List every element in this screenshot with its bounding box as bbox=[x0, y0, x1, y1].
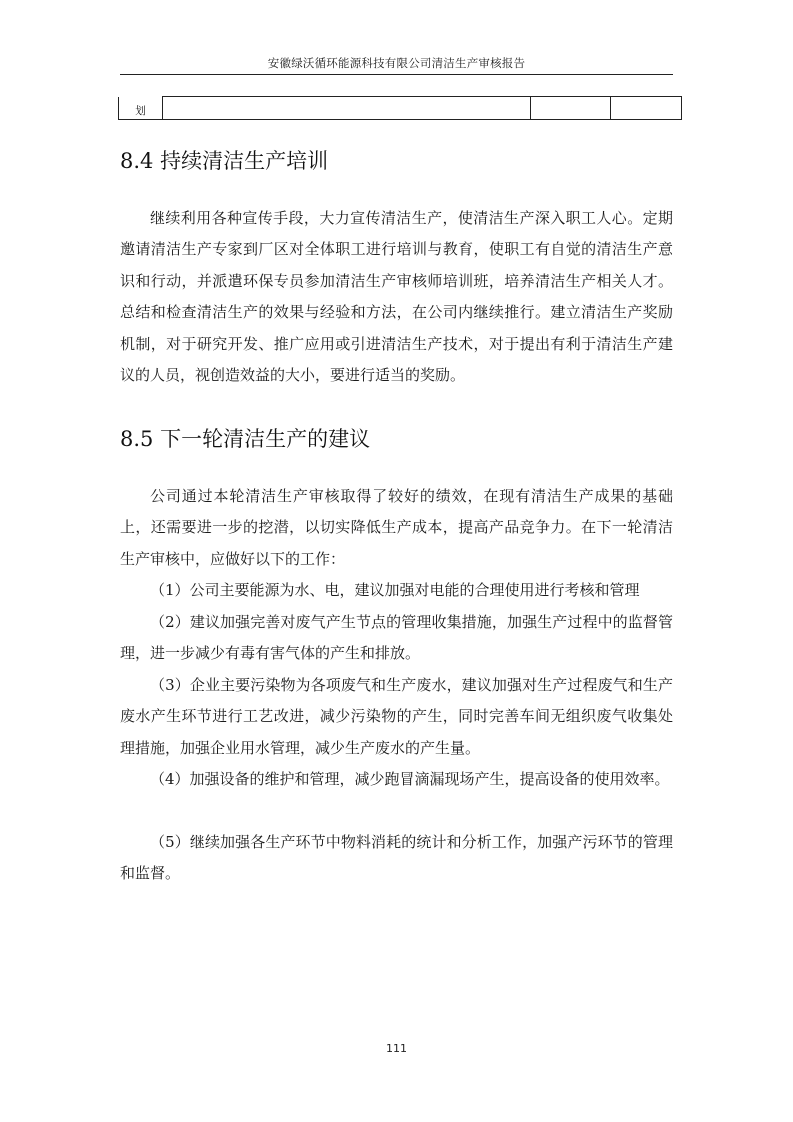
recommendation-item-2: （2）建议加强完善对废气产生节点的管理收集措施，加强生产过程中的监督管理，进一步减少有毒有害气体的产生和排放。 bbox=[120, 613, 673, 663]
table-cell bbox=[611, 97, 682, 120]
table-cell: 划 bbox=[119, 97, 163, 120]
section-title: 下一轮清洁生产的建议 bbox=[160, 427, 371, 451]
section-heading-8-4 bbox=[120, 146, 328, 176]
section-title: 持续清洁生产培训 bbox=[160, 149, 329, 173]
recommendation-item-5: （5）继续加强各生产环节中物料消耗的统计和分析工作，加强产污环节的管理和监督。 bbox=[120, 833, 673, 883]
recommendation-item-4: （4）加强设备的维护和管理，减少跑冒滴漏现场产生，提高设备的使用效率。 bbox=[150, 770, 670, 788]
page-header-title: 安徽绿沃循环能源科技有限公司清洁生产审核报告 bbox=[267, 56, 526, 70]
section-heading-8-5 bbox=[120, 424, 370, 454]
recommendation-item-3: （3）企业主要污染物为各项废气和生产废水，建议加强对生产过程废气和生产废水产生环节进行工艺改进，减少污染物的产生，同时完善车间无组织废气收集处理措施，加强企业用水管理，减少生产废水的产生量。 bbox=[120, 676, 673, 757]
table-cell bbox=[163, 97, 531, 120]
page-number: 111 bbox=[386, 1042, 407, 1055]
recommendation-item-1: （1）公司主要能源为水、电，建议加强对电能的合理使用进行考核和管理 bbox=[150, 581, 640, 599]
table-fragment bbox=[118, 96, 682, 120]
section-8-5-intro-paragraph: 公司通过本轮清洁生产审核取得了较好的绩效，在现有清洁生产成果的基础上，还需要进一步的挖潜，以切实降低生产成本，提高产品竞争力。在下一轮清洁生产审核中，应做好以下的工作： bbox=[120, 487, 673, 568]
table-row bbox=[119, 97, 682, 120]
section-number: 8.5 bbox=[120, 427, 154, 451]
table-cell bbox=[531, 97, 611, 120]
section-number: 8.4 bbox=[120, 149, 154, 173]
section-8-4-paragraph: 继续利用各种宣传手段，大力宣传清洁生产，使清洁生产深入职工人心。定期邀请清洁生产专家到厂区对全体职工进行培训与教育，使职工有自觉的清洁生产意识和行动，并派遣环保专员参加清洁生产审核师培训班，培养清洁生产相关人才。总结和检查清洁生产的效果与经验和方法，在公司内继续推行。建立清洁生产奖励机制，对于研究开发、推广应用或引进清洁生产技术，对于提出有利于清洁生产建议的人员，视创造效益的大小，要进行适当的奖励。 bbox=[120, 209, 673, 385]
header-divider bbox=[120, 74, 673, 75]
